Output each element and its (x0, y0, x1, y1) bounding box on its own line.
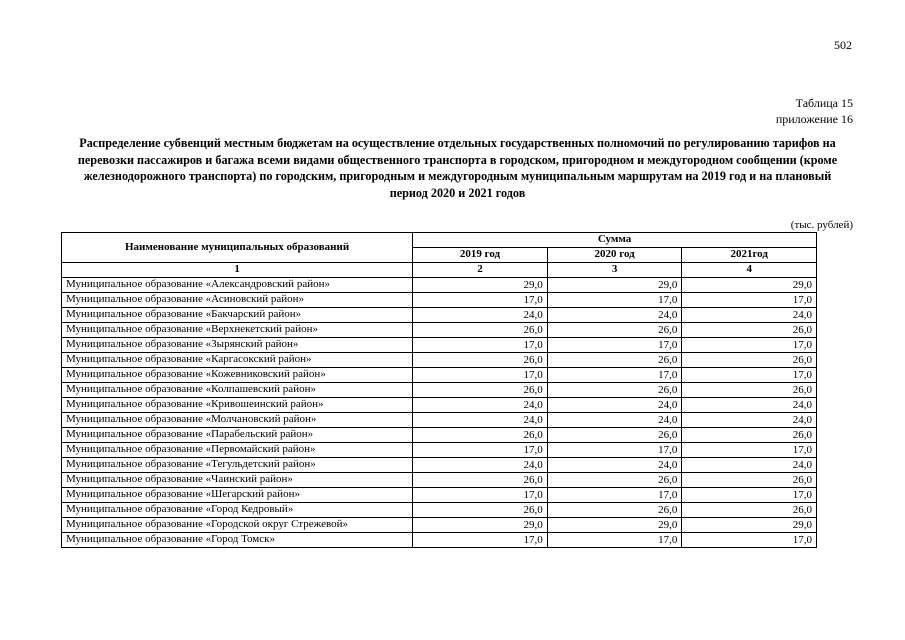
value-2020: 17,0 (547, 338, 682, 353)
value-2019: 17,0 (413, 533, 548, 548)
value-2019: 17,0 (413, 488, 548, 503)
value-2020: 24,0 (547, 308, 682, 323)
page-number: 502 (834, 38, 852, 52)
value-2021: 26,0 (682, 428, 817, 443)
value-2020: 17,0 (547, 368, 682, 383)
column-numbers-row (62, 263, 817, 278)
value-2021: 24,0 (682, 458, 817, 473)
value-2021: 17,0 (682, 488, 817, 503)
value-2019: 26,0 (413, 428, 548, 443)
subsidy-table (61, 232, 817, 548)
value-2019: 26,0 (413, 323, 548, 338)
value-2020: 17,0 (547, 533, 682, 548)
table-row (62, 413, 817, 428)
value-2019: 26,0 (413, 503, 548, 518)
value-2021: 17,0 (682, 443, 817, 458)
value-2021: 24,0 (682, 308, 817, 323)
table-row (62, 323, 817, 338)
appendix-number: приложение 16 (775, 112, 853, 126)
value-2019: 17,0 (413, 293, 548, 308)
value-2021: 26,0 (682, 503, 817, 518)
header-municipality: Наименование муниципальных образований (62, 233, 413, 263)
table-row (62, 533, 817, 548)
value-2020: 17,0 (547, 293, 682, 308)
value-2019: 24,0 (413, 458, 548, 473)
municipality-name: Муниципальное образование «Город Томск» (62, 533, 413, 548)
value-2021: 17,0 (682, 338, 817, 353)
value-2020: 26,0 (547, 323, 682, 338)
value-2019: 26,0 (413, 473, 548, 488)
value-2021: 26,0 (682, 383, 817, 398)
value-2020: 26,0 (547, 473, 682, 488)
value-2020: 29,0 (547, 278, 682, 293)
value-2021: 24,0 (682, 398, 817, 413)
header-year-2019: 2019 год (413, 248, 548, 263)
value-2019: 24,0 (413, 413, 548, 428)
header-sum: Сумма (413, 233, 817, 248)
municipality-name: Муниципальное образование «Тегульдетский район» (62, 458, 413, 473)
value-2020: 29,0 (547, 518, 682, 533)
value-2019: 17,0 (413, 338, 548, 353)
value-2021: 24,0 (682, 413, 817, 428)
value-2019: 26,0 (413, 383, 548, 398)
document-title: Распределение субвенций местным бюджетам на осуществление отдельных государственных полномочий по регулированию тарифов на перевозки пассажиров и багажа всеми видами общественного транспорта в городском, пригородном и междугородном сообщении (кроме железнодорожного транспорта) по городским, пригородным и междугородным муниципальным маршрутам на 2019 год и на плановый период 2020 и 2021 годов (77, 136, 838, 200)
table-row (62, 518, 817, 533)
municipality-name: Муниципальное образование «Городской округ Стрежевой» (62, 518, 413, 533)
value-2020: 17,0 (547, 488, 682, 503)
value-2021: 29,0 (682, 518, 817, 533)
table-row (62, 488, 817, 503)
table-row (62, 353, 817, 368)
value-2020: 26,0 (547, 503, 682, 518)
units-label: (тыс. рублей) (790, 219, 853, 231)
value-2020: 24,0 (547, 398, 682, 413)
table-row (62, 338, 817, 353)
value-2021: 17,0 (682, 368, 817, 383)
municipality-name: Муниципальное образование «Парабельский район» (62, 428, 413, 443)
value-2019: 29,0 (413, 518, 548, 533)
value-2019: 17,0 (413, 443, 548, 458)
header-year-2020: 2020 год (547, 248, 682, 263)
value-2020: 17,0 (547, 443, 682, 458)
table-row (62, 308, 817, 323)
table-row (62, 293, 817, 308)
table-row (62, 473, 817, 488)
value-2020: 26,0 (547, 383, 682, 398)
value-2019: 17,0 (413, 368, 548, 383)
value-2021: 17,0 (682, 533, 817, 548)
municipality-name: Муниципальное образование «Молчановский район» (62, 413, 413, 428)
municipality-name: Муниципальное образование «Город Кедровый» (62, 503, 413, 518)
value-2021: 29,0 (682, 278, 817, 293)
value-2020: 26,0 (547, 428, 682, 443)
municipality-name: Муниципальное образование «Бакчарский район» (62, 308, 413, 323)
municipality-name: Муниципальное образование «Колпашевский район» (62, 383, 413, 398)
value-2019: 26,0 (413, 353, 548, 368)
header-year-2021: 2021год (682, 248, 817, 263)
value-2021: 26,0 (682, 353, 817, 368)
value-2021: 26,0 (682, 473, 817, 488)
municipality-name: Муниципальное образование «Зырянский район» (62, 338, 413, 353)
value-2020: 26,0 (547, 353, 682, 368)
value-2019: 29,0 (413, 278, 548, 293)
table-row (62, 443, 817, 458)
value-2020: 24,0 (547, 458, 682, 473)
table-row (62, 398, 817, 413)
municipality-name: Муниципальное образование «Асиновский район» (62, 293, 413, 308)
column-number: 4 (682, 263, 817, 278)
table-row (62, 428, 817, 443)
table-row (62, 383, 817, 398)
municipality-name: Муниципальное образование «Первомайский район» (62, 443, 413, 458)
column-number: 1 (62, 263, 413, 278)
municipality-name: Муниципальное образование «Александровский район» (62, 278, 413, 293)
municipality-name: Муниципальное образование «Верхнекетский район» (62, 323, 413, 338)
column-number: 2 (413, 263, 548, 278)
value-2020: 24,0 (547, 413, 682, 428)
table-row (62, 278, 817, 293)
municipality-name: Муниципальное образование «Кожевниковский район» (62, 368, 413, 383)
value-2019: 24,0 (413, 308, 548, 323)
municipality-name: Муниципальное образование «Каргасокский район» (62, 353, 413, 368)
table-row (62, 368, 817, 383)
value-2021: 17,0 (682, 293, 817, 308)
municipality-name: Муниципальное образование «Чаинский район» (62, 473, 413, 488)
municipality-name: Муниципальное образование «Шегарский район» (62, 488, 413, 503)
table-reference (776, 95, 853, 127)
value-2019: 24,0 (413, 398, 548, 413)
municipality-name: Муниципальное образование «Кривошеинский район» (62, 398, 413, 413)
table-row (62, 458, 817, 473)
column-number: 3 (547, 263, 682, 278)
table-row (62, 503, 817, 518)
value-2021: 26,0 (682, 323, 817, 338)
table-number: Таблица 15 (795, 96, 853, 110)
